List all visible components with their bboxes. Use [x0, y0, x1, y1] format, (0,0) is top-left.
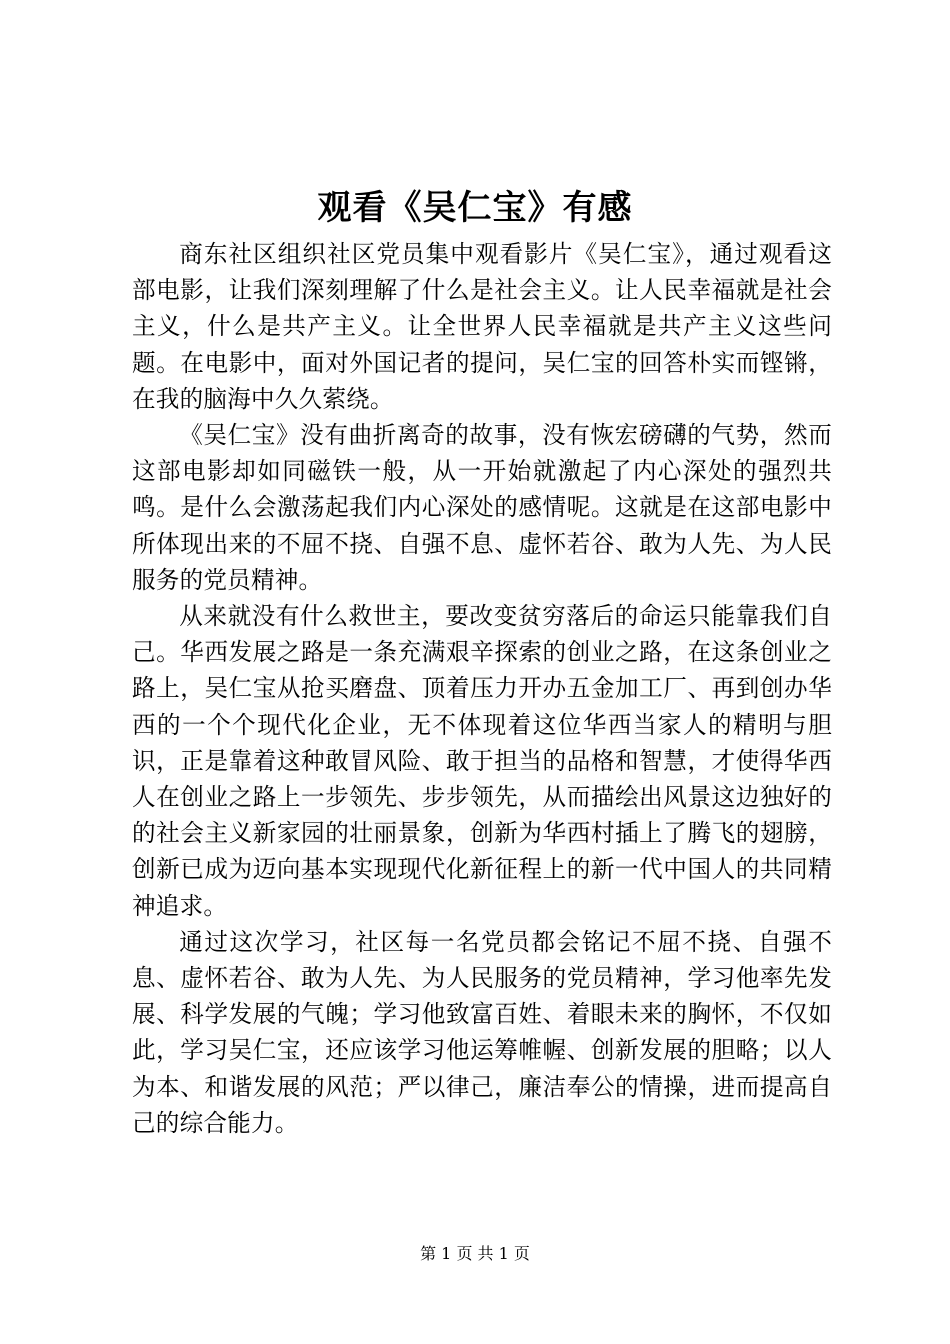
- paragraph-1: 商东社区组织社区党员集中观看影片《吴仁宝》，通过观看这部电影，让我们深刻理解了什么是社会主义。让人民幸福就是社会主义，什么是共产主义。让全世界人民幸福就是共产主义这些问题。在电影中，面对外国记者的提问，吴仁宝的回答朴实而铿锵，在我的脑海中久久萦绕。: [132, 240, 832, 413]
- paragraph-4: 通过这次学习，社区每一名党员都会铭记不屈不挠、自强不息、虚怀若谷、敢为人先、为人民服务的党员精神，学习他率先发展、科学发展的气魄；学习他致富百姓、着眼未来的胸怀，不仅如此，学习吴仁宝，还应该学习他运筹帷幄、创新发展的胆略；以人为本、和谐发展的风范；严以律己，廉洁奉公的情操，进而提高自己的综合能力。: [132, 927, 832, 1137]
- paragraph-3: 从来就没有什么救世主，要改变贫穷落后的命运只能靠我们自己。华西发展之路是一条充满艰辛探索的创业之路，在这条创业之路上，吴仁宝从抢买磨盘、顶着压力开办五金加工厂、再到创办华西的一个个现代化企业，无不体现着这位华西当家人的精明与胆识，正是靠着这种敢冒风险、敢于担当的品格和智慧，才使得华西人在创业之路上一步领先、步步领先，从而描绘出风景这边独好的的社会主义新家园的壮丽景象，创新为华西村插上了腾飞的翅膀，创新已成为迈向基本实现现代化新征程上的新一代中国人的共同精神追求。: [132, 602, 832, 920]
- document-title: 观看《吴仁宝》有感: [317, 188, 633, 228]
- page-footer: 第 1 页 共 1 页: [420, 1244, 530, 1263]
- document-body: [132, 236, 832, 1141]
- paragraph-2: 《吴仁宝》没有曲折离奇的故事，没有恢宏磅礴的气势，然而这部电影却如同磁铁一般，从一开始就激起了内心深处的强烈共鸣。是什么会激荡起我们内心深处的感情呢。这就是在这部电影中所体现出来的不屈不挠、自强不息、虚怀若谷、敢为人先、为人民服务的党员精神。: [132, 421, 832, 594]
